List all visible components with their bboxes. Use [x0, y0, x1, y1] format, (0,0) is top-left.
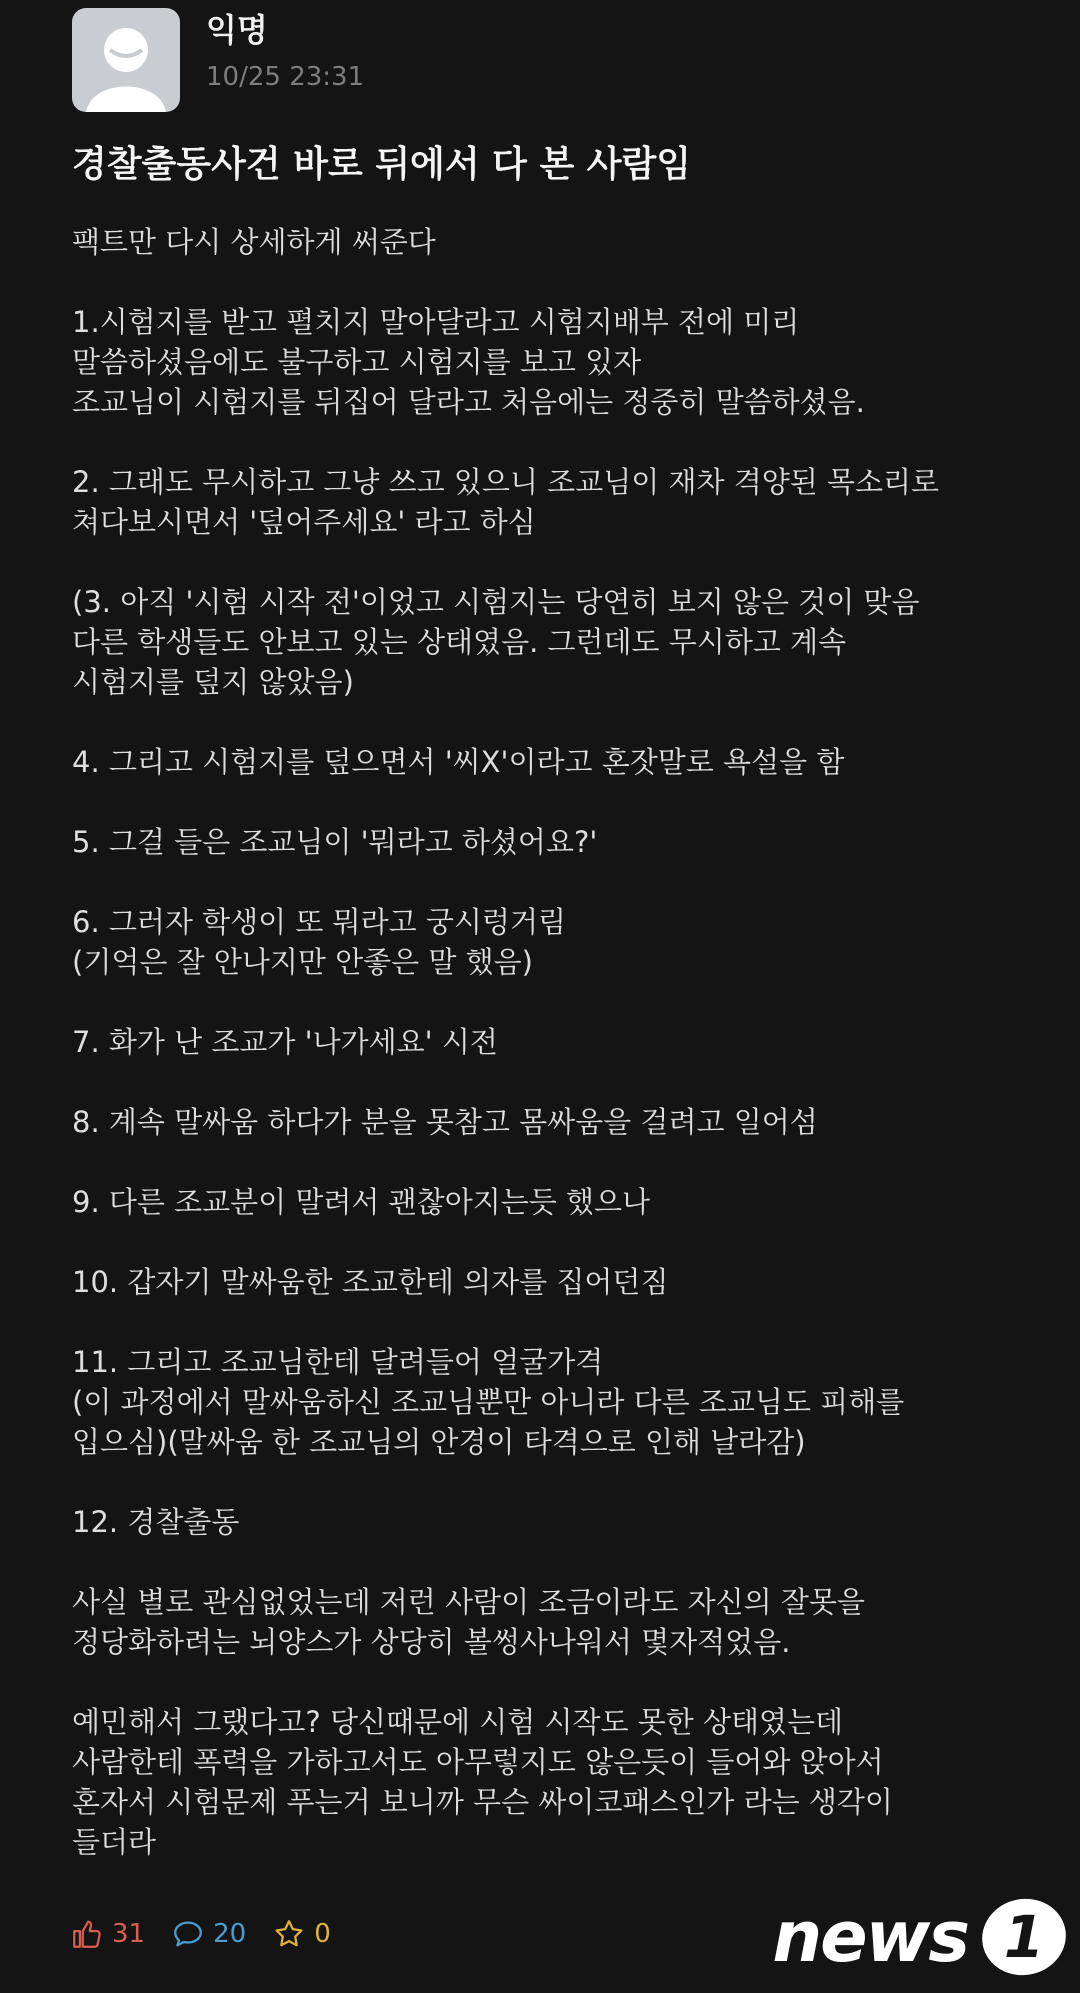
paragraph-line: 들더라	[72, 1825, 157, 1859]
paragraph-line: 1.시험지를 받고 펼치지 말아달라고 시험지배부 전에 미리	[72, 305, 800, 339]
watermark-badge-number: 1	[1003, 1903, 1045, 1971]
comment-bubble-icon	[171, 1917, 205, 1951]
paragraph	[72, 302, 1032, 422]
comment-count: 20	[213, 1919, 247, 1949]
paragraph	[72, 1342, 1032, 1462]
paragraph-line: 팩트만 다시 상세하게 써준다	[72, 225, 436, 259]
paragraph-gap	[72, 542, 1032, 582]
paragraph-line: 2. 그래도 무시하고 그냥 쓰고 있으니 조교님이 재차 격양된 목소리로	[72, 465, 940, 499]
paragraph-gap	[72, 1222, 1032, 1262]
paragraph	[72, 1702, 1032, 1862]
post-body	[72, 222, 1032, 1862]
paragraph-line: 정당화하려는 뇌양스가 상당히 볼썽사나워서 몇자적었음.	[72, 1625, 791, 1659]
paragraph-line: 입으심)(말싸움 한 조교님의 안경이 타격으로 인해 날라감)	[72, 1425, 806, 1459]
paragraph-gap	[72, 702, 1032, 742]
paragraph-line: 쳐다보시면서 '덮어주세요' 라고 하심	[72, 505, 536, 539]
avatar-person-icon	[72, 8, 180, 112]
paragraph	[72, 1102, 1032, 1142]
comment-button[interactable]	[171, 1917, 246, 1951]
paragraph-line: 사실 별로 관심없었는데 저런 사람이 조금이라도 자신의 잘못을	[72, 1585, 865, 1619]
paragraph	[72, 1582, 1032, 1662]
paragraph-gap	[72, 1142, 1032, 1182]
paragraph	[72, 1022, 1032, 1062]
paragraph-gap	[72, 422, 1032, 462]
paragraph-line: 5. 그걸 들은 조교님이 '뭐라고 하셨어요?'	[72, 825, 598, 859]
paragraph-line: 예민해서 그랬다고? 당신때문에 시험 시작도 못한 상태였는데	[72, 1705, 844, 1739]
scrap-button[interactable]	[272, 1917, 331, 1951]
paragraph-gap	[72, 782, 1032, 822]
paragraph	[72, 1502, 1032, 1542]
paragraph	[72, 222, 1032, 262]
watermark-badge	[974, 1895, 1070, 1979]
paragraph-line: 말씀하셨음에도 불구하고 시험지를 보고 있자	[72, 345, 642, 379]
paragraph-line: 6. 그러자 학생이 또 뭐라고 궁시렁거림	[72, 905, 566, 939]
avatar[interactable]	[72, 8, 180, 112]
paragraph-gap	[72, 862, 1032, 902]
paragraph-gap	[72, 1662, 1032, 1702]
paragraph	[72, 902, 1032, 982]
news1-watermark-logo	[772, 1892, 1070, 1982]
paragraph-line: (기억은 잘 안나지만 안좋은 말 했음)	[72, 945, 533, 979]
paragraph-line: 8. 계속 말싸움 하다가 분을 못참고 몸싸움을 걸려고 일어섬	[72, 1105, 818, 1139]
paragraph-line: 조교님이 시험지를 뒤집어 달라고 처음에는 정중히 말씀하셨음.	[72, 385, 865, 419]
post-title: 경찰출동사건 바로 뒤에서 다 본 사람임	[72, 144, 692, 185]
paragraph	[72, 582, 1032, 702]
paragraph-line: 11. 그리고 조교님한테 달려들어 얼굴가격	[72, 1345, 604, 1379]
paragraph-gap	[72, 1542, 1032, 1582]
paragraph	[72, 1182, 1032, 1222]
paragraph-line: (3. 아직 '시험 시작 전'이었고 시험지는 당연히 보지 않은 것이 맞음	[72, 585, 920, 619]
paragraph	[72, 1262, 1032, 1302]
paragraph	[72, 822, 1032, 862]
paragraph	[72, 462, 1032, 542]
star-icon	[272, 1917, 306, 1951]
like-count: 31	[112, 1919, 146, 1949]
paragraph-line: 12. 경찰출동	[72, 1505, 240, 1539]
paragraph-gap	[72, 1462, 1032, 1502]
reaction-bar	[70, 1912, 357, 1956]
paragraph-line: 9. 다른 조교분이 말려서 괜찮아지는듯 했으나	[72, 1185, 651, 1219]
paragraph-line: 10. 갑자기 말싸움한 조교한테 의자를 집어던짐	[72, 1265, 669, 1299]
paragraph-gap	[72, 1302, 1032, 1342]
post-timestamp: 10/25 23:31	[206, 62, 365, 92]
author-name: 익명	[206, 11, 268, 49]
paragraph-gap	[72, 982, 1032, 1022]
watermark-text: news	[772, 1896, 968, 1978]
paragraph-line: 혼자서 시험문제 푸는거 보니까 무슨 싸이코패스인가 라는 생각이	[72, 1785, 893, 1819]
paragraph-line: 시험지를 덮지 않았음)	[72, 665, 354, 699]
paragraph-gap	[72, 262, 1032, 302]
paragraph-line: 다른 학생들도 안보고 있는 상태였음. 그런데도 무시하고 계속	[72, 625, 847, 659]
like-button[interactable]	[70, 1917, 145, 1951]
paragraph-gap	[72, 1062, 1032, 1102]
thumbs-up-icon	[70, 1917, 104, 1951]
paragraph-line: 사람한테 폭력을 가하고서도 아무렇지도 않은듯이 들어와 앉아서	[72, 1745, 884, 1779]
paragraph	[72, 742, 1032, 782]
star-count: 0	[314, 1919, 331, 1949]
paragraph-line: 7. 화가 난 조교가 '나가세요' 시전	[72, 1025, 498, 1059]
paragraph-line: 4. 그리고 시험지를 덮으면서 '씨X'이라고 혼잣말로 욕설을 함	[72, 745, 845, 779]
paragraph-line: (이 과정에서 말싸움하신 조교님뿐만 아니라 다른 조교님도 피해를	[72, 1385, 905, 1419]
